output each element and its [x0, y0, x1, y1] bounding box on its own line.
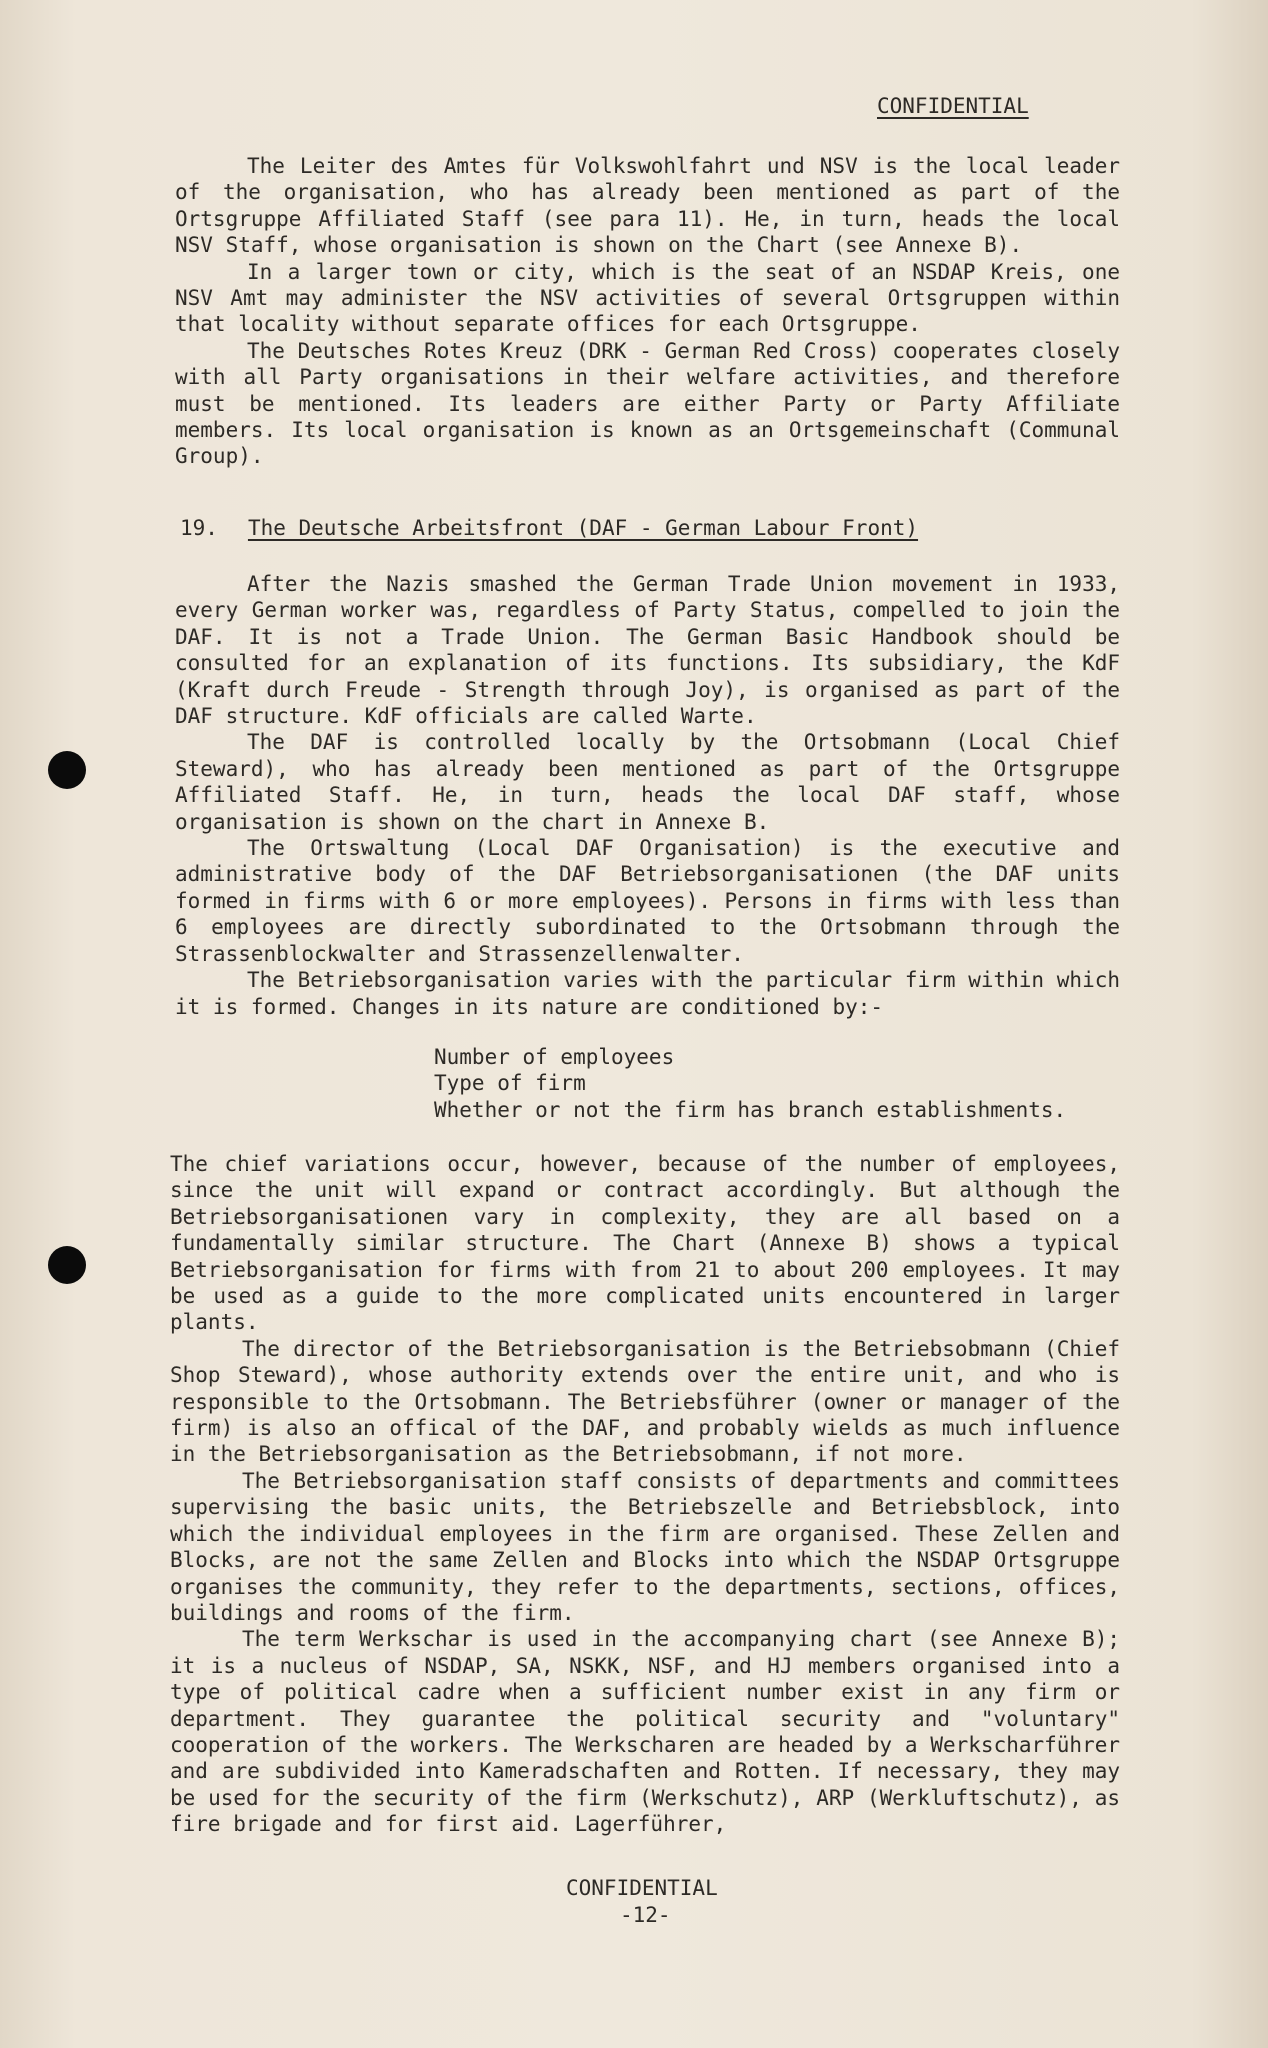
classification-header: CONFIDENTIAL — [877, 94, 1029, 118]
intro-paragraph-3: The Deutsches Rotes Kreuz (DRK - German Red Cross) cooperates closely with all Party organisations in their welfare activities, and therefore must be mentioned. Its leaders are either Party or Party Affiliate members. Its local organisation is known as an Ortsgemeinschaft (Communal Group). — [175, 338, 1120, 469]
page-number: -12- — [620, 1903, 671, 1927]
list-item: Number of employees — [434, 1045, 675, 1069]
section-number: 19. — [180, 516, 218, 540]
section-title: The Deutsche Arbeitsfront (DAF - German Labour Front) — [247, 516, 919, 540]
body-paragraph-2: The DAF is controlled locally by the Ortsobmann (Local Chief Steward), who has already been mentioned as part of the Ortsgruppe Affiliated Staff. He, in turn, heads the local DAF staff, whose organisation is shown on the chart in Annexe B. — [175, 730, 1120, 834]
punch-hole — [48, 1246, 86, 1284]
body-block-a — [175, 571, 1120, 1020]
body-paragraph-7: The Betriebsorganisation staff consists of departments and committees supervising the basic units, the Betriebszelle and Betriebsblock, into which the individual employees in the firm are organised. These Zellen and Blocks, are not the same Zellen and Blocks into which the NSDAP Ortsgruppe organises the community, they refer to the departments, sections, offices, buildings and rooms of the firm. — [170, 1468, 1120, 1625]
list-item: Type of firm — [434, 1071, 586, 1096]
punch-hole — [48, 751, 86, 789]
intro-paragraph-1: The Leiter des Amtes für Volkswohlfahrt und NSV is the local leader of the organisation, who has already been mentioned as part of the Ortsgruppe Affiliated Staff (see para 11). He, in turn, heads the local NSV Staff, whose organisation is shown on the Chart (see Annexe B). — [175, 154, 1120, 258]
body-paragraph-1: After the Nazis smashed the German Trade Union movement in 1933, every German worker was, regardless of Party Status, compelled to join the DAF. It is not a Trade Union. The German Basic Handbook should be consulted for an explanation of its functions. Its subsidiary, the KdF (Kraft durch Freude - Strength through Joy), is organised as part of the DAF structure. KdF officials are called Warte. — [175, 572, 1120, 729]
list-item: Whether or not the firm has branch establishments. — [434, 1097, 1067, 1122]
section-heading — [180, 516, 918, 540]
intro-block — [175, 153, 1120, 470]
body-block-b — [170, 1151, 1120, 1838]
classification-footer: CONFIDENTIAL — [566, 1876, 718, 1900]
body-paragraph-8: The term Werkschar is used in the accompanying chart (see Annexe B); it is a nucleus of NSDAP, SA, NSKK, NSF, and HJ members organised into a type of political cadre when a sufficient number exist in any firm or department. They guarantee the political security and "voluntary" cooperation of the workers. The Werkscharen are headed by a Werkscharführer and are subdivided into Kameradschaften and Rotten. If necessary, they may be used for the security of the firm (Werkschutz), ARP (Werkluftschutz), as fire brigade and for first aid. Lagerführer, — [170, 1627, 1120, 1837]
body-paragraph-6: The director of the Betriebsorganisation is the Betriebsobmann (Chief Shop Steward), whose authority extends over the entire unit, and who is responsible to the Ortsobmann. The Betriebsführer (owner or manager of the firm) is also an offical of the DAF, and probably wields as much influence in the Betriebsorganisation as the Betriebsobmann, if not more. — [170, 1336, 1120, 1467]
conditions-list — [434, 1044, 1066, 1123]
body-paragraph-3: The Ortswaltung (Local DAF Organisation) is the executive and administrative body of the DAF Betriebsorganisationen (the DAF units formed in firms with 6 or more employees). Persons in firms with less than 6 employees are directly subordinated to the Ortsobmann through the Strassenblockwalter and Strassenzellenwalter. — [175, 836, 1120, 966]
intro-paragraph-2: In a larger town or city, which is the seat of an NSDAP Kreis, one NSV Amt may administer the NSV activities of several Ortsgruppen within that locality without separate offices for each Ortsgruppe. — [175, 259, 1120, 337]
body-paragraph-5: The chief variations occur, however, because of the number of employees, since the unit will expand or contract accordingly. But although the Betriebsorganisationen vary in complexity, they are all based on a fundamentally similar structure. The Chart (Annexe B) shows a typical Betriebsorganisation for firms with from 21 to about 200 employees. It may be used as a guide to the more complicated units encountered in larger plants. — [170, 1152, 1120, 1335]
body-paragraph-4: The Betriebsorganisation varies with the particular firm within which it is formed. Changes in its nature are conditioned by:- — [175, 968, 1120, 1019]
